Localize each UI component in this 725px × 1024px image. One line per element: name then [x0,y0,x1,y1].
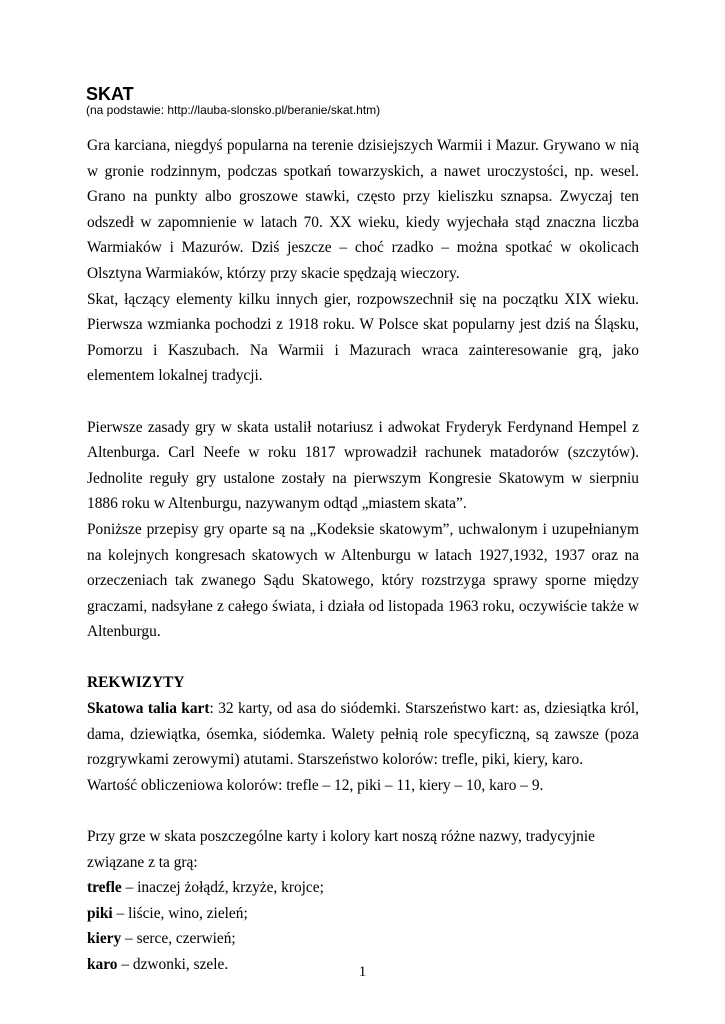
paragraph-gap [87,389,639,415]
intro-paragraph-2: Skat, łączący elementy kilku innych gier, rozpowszechnił się na początku XIX wieku. Pierwsza wzmianka pochodzi z 1918 roku. W Polsce skat popularny jest dziś na Śląsku, Pomorzu i Kaszubach. Na Warmii i Mazurach wraca zainteresowanie grą, jako elementem lokalnej tradycji. [87,290,639,385]
suit-name: piki [87,904,113,922]
suit-text: – liście, wino, zieleń; [112,904,248,922]
suit-line-kiery [87,926,639,952]
paragraph-gap [87,645,639,671]
history-paragraph-2: Poniższe przepisy gry oparte są na „Kodeksie skatowym”, uchwalonym i uzupełnianym na kolejnych kongresach skatowych w Altenburgu w latach 1927,1932, 1937 oraz na orzeczeniach tak zwanego Sądu Skatowego, który rozstrzyga sprawy sporne między graczami, nadsyłane z całego świata, i działa od listopada 1963 roku, oczywiście także w Altenburgu. [87,520,639,641]
suit-text: – serce, czerwień; [121,930,236,948]
suit-line-trefle [87,875,639,901]
color-values-paragraph: Wartość obliczeniowa kolorów: trefle – 12, piki – 11, kiery – 10, karo – 9. [87,776,544,794]
paragraph-gap [87,798,639,824]
deck-text: : 32 karty, od asa do siódemki. Starszeństwo kart: as, dziesiątka król, dama, dziewiątka, ósemka, siódemka. Walety pełnią role specyficzną, są zawsze (poza rozgrywkami zerowymi) atutami. Starszeństwo kolorów: trefle, piki, kiery, karo. [87,700,640,769]
page-number: 1 [358,964,367,980]
suit-line-piki [87,901,639,927]
suit-name: trefle [87,879,122,897]
suit-text: – dzwonki, szele. [117,956,229,973]
deck-paragraph [87,696,639,773]
names-intro-paragraph: Przy grze w skata poszczególne karty i kolory kart noszą różne nazwy, tradycyjnie związane z ta grą: [87,828,595,871]
section-heading: REKWIZYTY [87,674,185,692]
deck-term: Skatowa talia kart [87,700,210,718]
history-paragraph-1: Pierwsze zasady gry w skata ustalił notariusz i adwokat Fryderyk Ferdynand Hempel z Altenburga. Carl Neefe w roku 1817 wprowadził rachunek matadorów (szczytów). Jednolite reguły gry ustalone zostały na pierwszym Kongresie Skatowym w sierpniu 1886 roku w Altenburgu, nazywanym odtąd „miastem skata”. [87,418,639,513]
suit-name: karo [87,956,118,973]
document-title: SKAT [86,84,134,104]
suit-text: – inaczej żołądź, krzyże, krojce; [121,879,324,897]
intro-paragraph-1: Gra karciana, niegdyś popularna na terenie dzisiejszych Warmii i Mazur. Grywano w nią w gronie rodzinnym, podczas spotkań towarzyskich, a nawet uroczystości, np. wesel. Grano na punkty albo groszowe stawki, często przy kieliszku sznapsa. Zwyczaj ten odszedł w zapomnienie w latach 70. XX wieku, kiedy wyjechała stąd znaczna liczba Warmiaków i Mazurów. Dziś jeszcze – choć rzadko – można spotkać w okolicach Olsztyna Warmiaków, którzy przy skacie spędzają wieczory. [87,137,639,282]
suit-name: kiery [87,930,122,948]
document-body [87,133,639,978]
source-note: (na podstawie: http://lauba-slonsko.pl/beranie/skat.htm) [86,103,381,117]
